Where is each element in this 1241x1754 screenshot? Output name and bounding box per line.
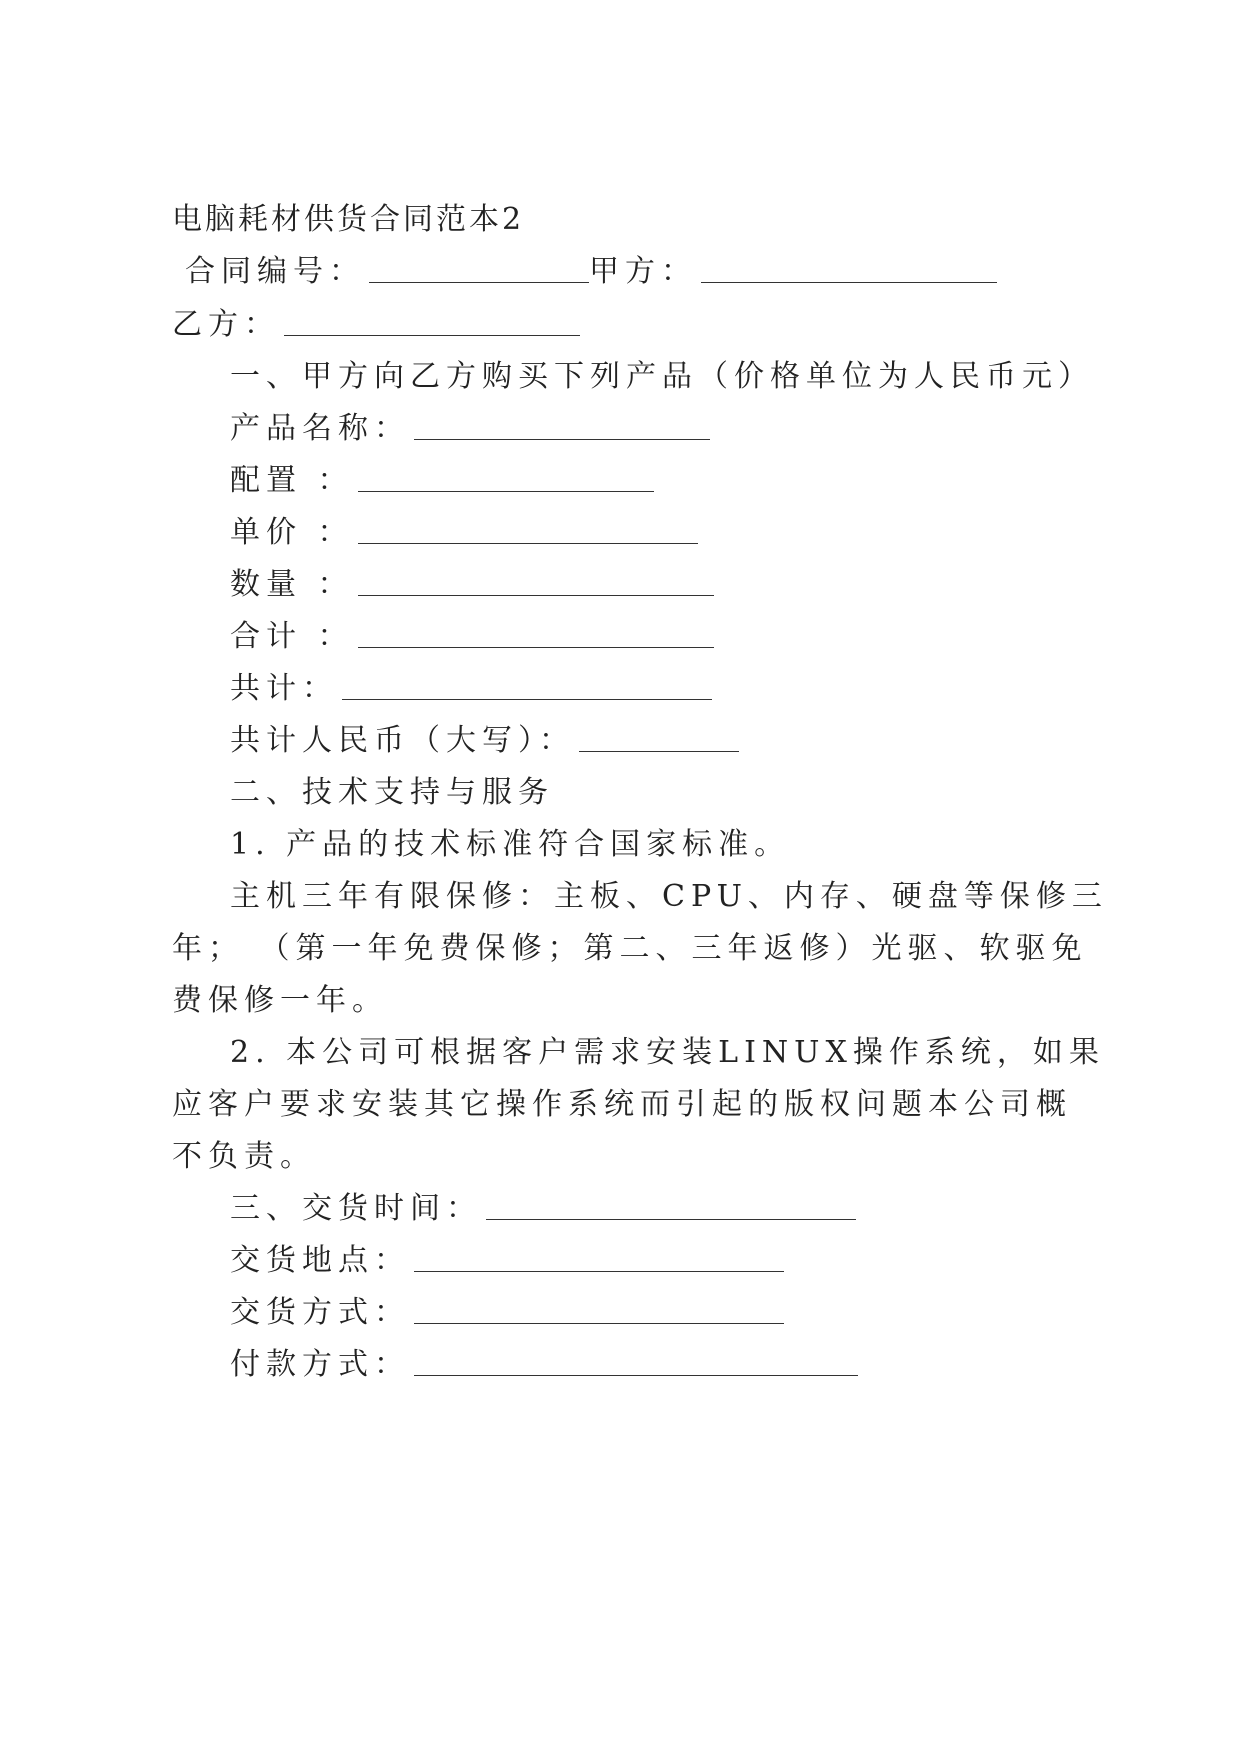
delivery-time-row xyxy=(230,1189,856,1229)
tech-standard-item: 1. 产品的技术标准符合国家标准。 xyxy=(230,827,791,862)
delivery-place-blank xyxy=(414,1245,784,1272)
warranty-line-3: 费保修一年。 xyxy=(172,983,388,1018)
os-item-line-3: 不负责。 xyxy=(172,1139,316,1174)
unit-price-row xyxy=(230,513,698,553)
product-name-row xyxy=(230,409,710,449)
document-title: 电脑耗材供货合同范本2 xyxy=(172,202,525,237)
delivery-time-label: 三、交货时间： xyxy=(230,1191,482,1226)
delivery-method-row xyxy=(230,1293,784,1333)
subtotal-row xyxy=(230,617,714,657)
product-name-blank xyxy=(414,413,710,440)
warranty-line-2: 年； （第一年免费保修；第二、三年返修）光驱、软驱免 xyxy=(172,931,1088,966)
delivery-place-label: 交货地点： xyxy=(230,1243,410,1278)
delivery-time-blank xyxy=(486,1193,856,1220)
total-rmb-label: 共计人民币（大写）： xyxy=(230,723,575,758)
quantity-row xyxy=(230,565,714,605)
delivery-method-blank xyxy=(414,1297,784,1324)
config-row xyxy=(230,461,654,501)
quantity-blank xyxy=(358,569,714,596)
party-a-blank xyxy=(701,256,997,283)
party-b-row xyxy=(172,305,580,345)
contract-no-blank xyxy=(369,256,589,283)
os-item-line-1: 2. 本公司可根据客户需求安装LINUX操作系统，如果 xyxy=(230,1035,1105,1070)
unit-price-blank xyxy=(358,517,698,544)
delivery-method-label: 交货方式： xyxy=(230,1295,410,1330)
delivery-place-row xyxy=(230,1241,784,1281)
total-row xyxy=(230,669,712,709)
quantity-label: 数量 ： xyxy=(230,567,354,602)
os-item-line-2: 应客户要求安装其它操作系统而引起的版权问题本公司概 xyxy=(172,1087,1072,1122)
product-name-label: 产品名称： xyxy=(230,411,410,446)
payment-method-row xyxy=(230,1345,858,1385)
party-b-blank xyxy=(284,309,580,336)
config-label: 配置 ： xyxy=(230,463,354,498)
warranty-line-1: 主机三年有限保修：主板、CPU、内存、硬盘等保修三 xyxy=(230,879,1108,914)
party-a-label: 甲方： xyxy=(589,254,697,289)
party-b-label: 乙方： xyxy=(172,307,280,342)
config-blank xyxy=(358,465,654,492)
payment-method-blank xyxy=(414,1349,858,1376)
subtotal-blank xyxy=(358,621,714,648)
total-blank xyxy=(342,673,712,700)
unit-price-label: 单价 ： xyxy=(230,515,354,550)
contract-no-label: 合同编号： xyxy=(185,254,365,289)
total-label: 共计： xyxy=(230,671,338,706)
payment-method-label: 付款方式： xyxy=(230,1347,410,1382)
contract-header-row xyxy=(185,252,997,292)
total-rmb-blank xyxy=(579,725,739,752)
section2-heading: 二、技术支持与服务 xyxy=(230,775,554,810)
subtotal-label: 合计 ： xyxy=(230,619,354,654)
total-rmb-row xyxy=(230,721,739,761)
section1-heading: 一、甲方向乙方购买下列产品（价格单位为人民币元） xyxy=(230,359,1094,394)
